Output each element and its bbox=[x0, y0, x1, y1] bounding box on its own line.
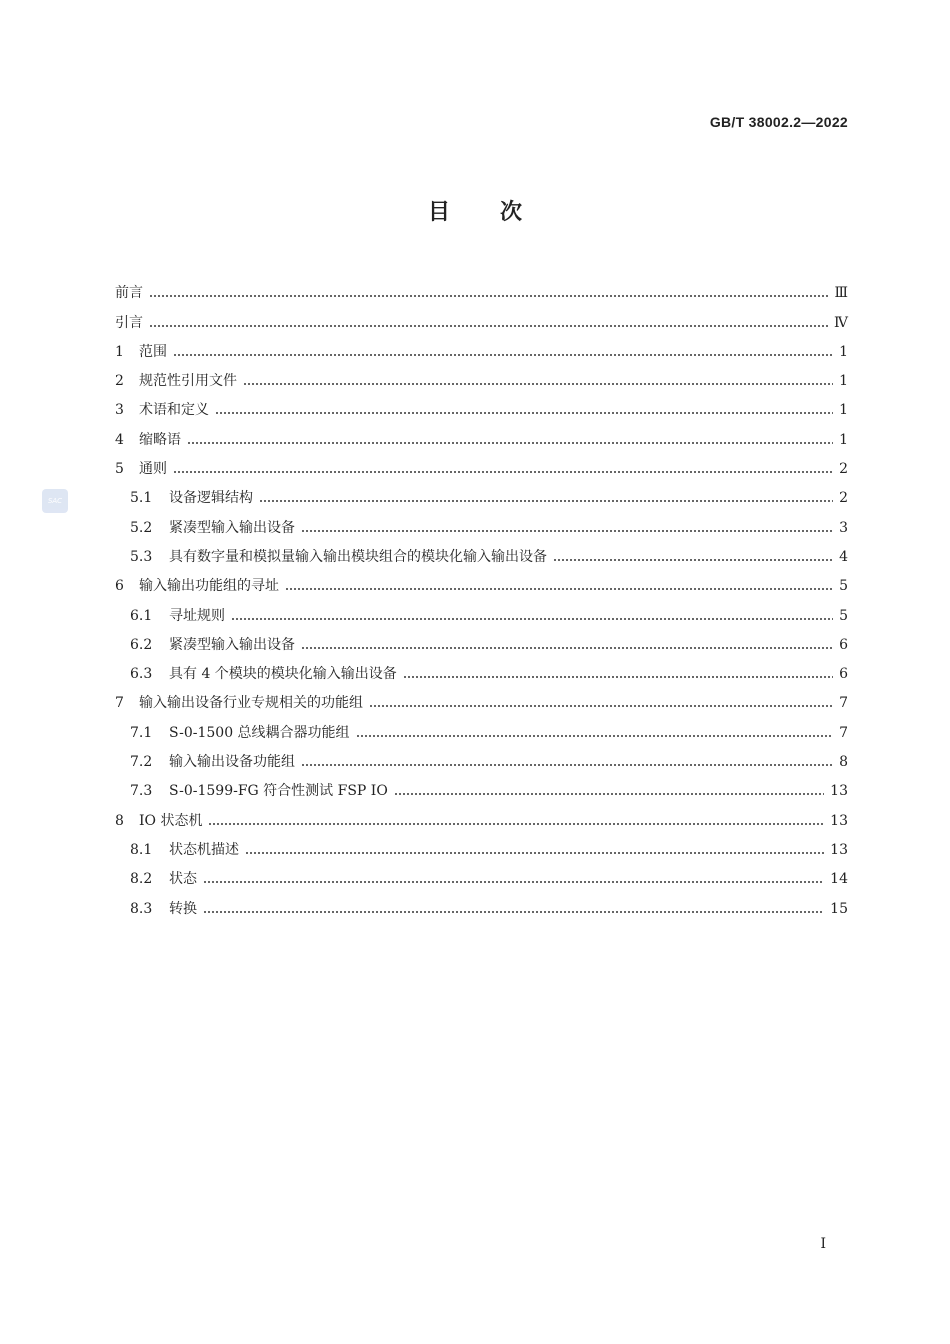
toc-entry[interactable] bbox=[115, 450, 848, 479]
toc-entry-page: 13 bbox=[830, 783, 848, 800]
toc-entry-number: 4 bbox=[115, 431, 124, 448]
toc-entry[interactable] bbox=[115, 362, 848, 391]
toc-entry[interactable] bbox=[115, 333, 848, 362]
toc-entry[interactable] bbox=[115, 684, 848, 713]
dot-leader bbox=[301, 764, 833, 766]
toc-entry[interactable] bbox=[115, 831, 848, 860]
page-number: I bbox=[820, 1236, 826, 1252]
toc-entry[interactable] bbox=[115, 860, 848, 889]
dot-leader bbox=[394, 793, 824, 795]
toc-entry-page: 7 bbox=[839, 695, 848, 712]
toc-entry-title: 紧凑型输入输出设备 bbox=[169, 519, 295, 536]
toc-entry-number: 6.2 bbox=[130, 636, 153, 653]
dot-leader bbox=[149, 295, 828, 297]
toc-entry-title: 具有 4 个模块的模块化输入输出设备 bbox=[169, 666, 397, 683]
toc-entry[interactable] bbox=[115, 508, 848, 537]
toc-entry-number: 7.2 bbox=[130, 754, 153, 771]
toc-entry-number: 7.1 bbox=[130, 724, 153, 741]
toc-entry-page: 15 bbox=[830, 900, 848, 917]
dot-leader bbox=[259, 500, 833, 502]
toc-entry-title: S-0-1599-FG 符合性测试 FSP IO bbox=[169, 783, 388, 800]
dot-leader bbox=[203, 881, 824, 883]
sac-watermark-logo: SAC bbox=[42, 489, 68, 513]
toc-entry[interactable] bbox=[115, 391, 848, 420]
toc-entry-title: 范围 bbox=[139, 343, 167, 360]
dot-leader bbox=[369, 705, 833, 707]
dot-leader bbox=[203, 911, 824, 913]
toc-entry-number: 6.3 bbox=[130, 666, 153, 683]
toc-entry-title: S-0-1500 总线耦合器功能组 bbox=[169, 724, 350, 741]
toc-entry-page: 3 bbox=[839, 519, 848, 536]
toc-entry[interactable] bbox=[115, 479, 848, 508]
toc-entry-number: 8 bbox=[115, 812, 124, 829]
toc-entry-number: 5.3 bbox=[130, 548, 153, 565]
toc-entry-title: 引言 bbox=[115, 314, 143, 331]
toc-entry-page: 5 bbox=[839, 578, 848, 595]
toc-entry-number: 5.1 bbox=[130, 490, 153, 507]
toc-entry-number: 5 bbox=[115, 461, 124, 478]
toc-entry-title: 输入输出设备功能组 bbox=[169, 754, 295, 771]
toc-entry-title: 状态 bbox=[169, 871, 197, 888]
toc-entry-page: 7 bbox=[839, 724, 848, 741]
toc-entry[interactable] bbox=[115, 274, 848, 303]
dot-leader bbox=[301, 647, 833, 649]
toc-entry-title: 通则 bbox=[139, 461, 167, 478]
toc-entry[interactable] bbox=[115, 889, 848, 918]
dot-leader bbox=[231, 618, 833, 620]
toc-entry[interactable] bbox=[115, 626, 848, 655]
toc-entry-page: 1 bbox=[839, 431, 848, 448]
toc-entry-number: 8.2 bbox=[130, 871, 153, 888]
toc-entry[interactable] bbox=[115, 743, 848, 772]
toc-entry-number: 6.1 bbox=[130, 607, 153, 624]
toc-entry-title: 紧凑型输入输出设备 bbox=[169, 636, 295, 653]
toc-entry-page: 13 bbox=[830, 841, 848, 858]
dot-leader bbox=[245, 852, 824, 854]
toc-entry-title: 输入输出设备行业专规相关的功能组 bbox=[139, 695, 363, 712]
toc-entry-title: 转换 bbox=[169, 900, 197, 917]
toc-entry-page: 5 bbox=[839, 607, 848, 624]
toc-entry-number: 7 bbox=[115, 695, 124, 712]
dot-leader bbox=[149, 325, 828, 327]
toc-entry[interactable] bbox=[115, 801, 848, 830]
toc-entry[interactable] bbox=[115, 303, 848, 332]
toc-entry-number: 3 bbox=[115, 402, 124, 419]
toc-entry[interactable] bbox=[115, 772, 848, 801]
dot-leader bbox=[243, 383, 833, 385]
toc-entry-number: 8.1 bbox=[130, 841, 153, 858]
toc-entry-page: Ⅳ bbox=[834, 314, 848, 331]
dot-leader bbox=[356, 735, 834, 737]
table-of-contents bbox=[115, 274, 848, 919]
toc-entry-page: 2 bbox=[839, 490, 848, 507]
toc-entry-page: 13 bbox=[830, 812, 848, 829]
dot-leader bbox=[403, 676, 833, 678]
dot-leader bbox=[215, 412, 833, 414]
dot-leader bbox=[208, 823, 824, 825]
toc-entry-number: 6 bbox=[115, 578, 124, 595]
toc-entry-page: 6 bbox=[839, 636, 848, 653]
toc-entry-title: 缩略语 bbox=[139, 431, 181, 448]
dot-leader bbox=[553, 559, 833, 561]
toc-entry-page: 1 bbox=[839, 343, 848, 360]
toc-entry-title: 具有数字量和模拟量输入输出模块组合的模块化输入输出设备 bbox=[169, 548, 547, 565]
toc-entry-number: 8.3 bbox=[130, 900, 153, 917]
toc-entry[interactable] bbox=[115, 538, 848, 567]
toc-entry-number: 2 bbox=[115, 373, 124, 390]
dot-leader bbox=[285, 588, 833, 590]
dot-leader bbox=[173, 471, 833, 473]
toc-entry[interactable] bbox=[115, 713, 848, 742]
standard-number: GB/T 38002.2—2022 bbox=[709, 114, 848, 130]
toc-entry-title: 设备逻辑结构 bbox=[169, 490, 253, 507]
toc-entry[interactable] bbox=[115, 420, 848, 449]
dot-leader bbox=[173, 354, 833, 356]
page-title: 目次 bbox=[427, 199, 572, 225]
toc-entry-page: 4 bbox=[839, 548, 848, 565]
toc-entry-title: 寻址规则 bbox=[169, 607, 225, 624]
toc-entry-number: 7.3 bbox=[130, 783, 153, 800]
dot-leader bbox=[301, 530, 833, 532]
toc-entry-title: 状态机描述 bbox=[169, 841, 239, 858]
toc-entry-page: 14 bbox=[830, 871, 848, 888]
toc-entry[interactable] bbox=[115, 596, 848, 625]
toc-entry-title: 规范性引用文件 bbox=[139, 373, 237, 390]
toc-entry-page: 2 bbox=[839, 461, 848, 478]
toc-entry-page: 1 bbox=[839, 402, 848, 419]
toc-entry-number: 5.2 bbox=[130, 519, 153, 536]
toc-entry-title: IO 状态机 bbox=[139, 812, 203, 829]
toc-entry-title: 术语和定义 bbox=[139, 402, 209, 419]
toc-entry-title: 输入输出功能组的寻址 bbox=[139, 578, 279, 595]
toc-entry[interactable] bbox=[115, 567, 848, 596]
toc-entry-title: 前言 bbox=[115, 285, 143, 302]
dot-leader bbox=[187, 442, 833, 444]
toc-entry[interactable] bbox=[115, 655, 848, 684]
toc-entry-number: 1 bbox=[115, 343, 124, 360]
toc-entry-page: Ⅲ bbox=[834, 285, 848, 302]
toc-entry-page: 6 bbox=[839, 666, 848, 683]
toc-entry-page: 1 bbox=[839, 373, 848, 390]
toc-entry-page: 8 bbox=[839, 754, 848, 771]
